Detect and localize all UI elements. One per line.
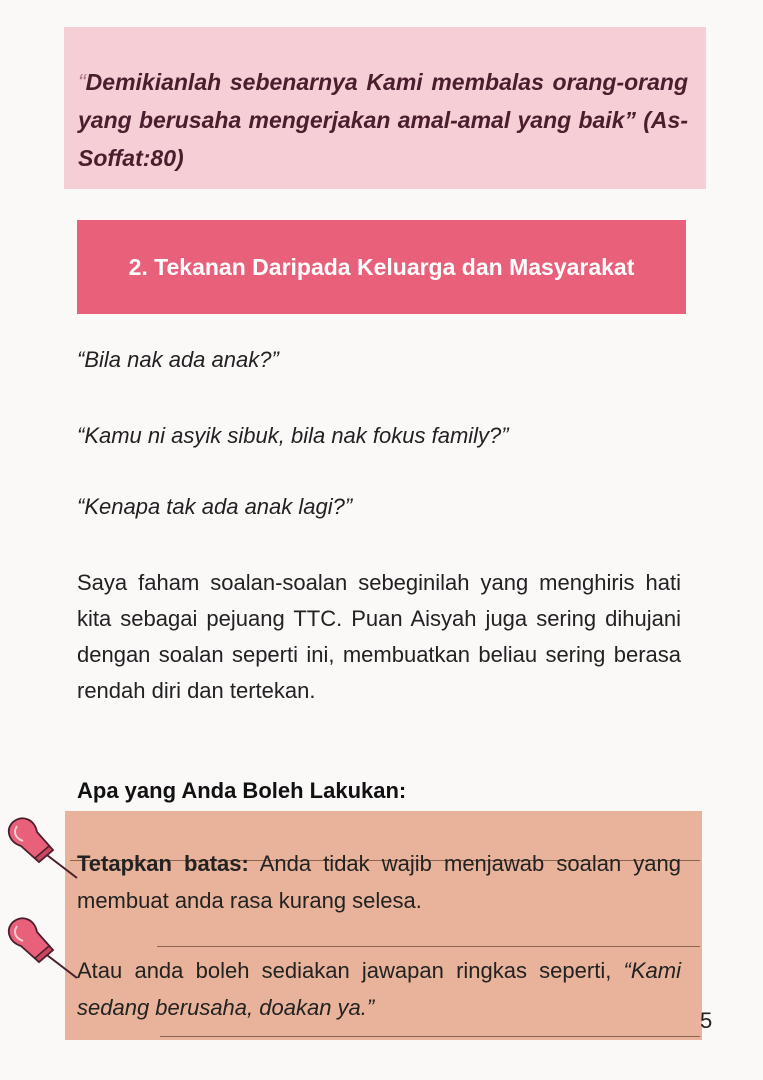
- pushpin-icon: [3, 812, 81, 880]
- tips-heading: Apa yang Anda Boleh Lakukan:: [77, 778, 407, 803]
- tip-2-text: Atau anda boleh sediakan jawapan ringkas seperti,: [77, 958, 624, 983]
- tip-rule-2: [157, 946, 700, 947]
- tip-2: [77, 952, 681, 1026]
- tip-1-text: Anda tidak wajib menjawab soalan yang membuat anda rasa kurang selesa.: [77, 851, 681, 913]
- quote-text: [78, 63, 688, 177]
- body-paragraph: Saya faham soalan-soalan sebeginilah yang menghiris hati kita sebagai pejuang TTC. Puan Aisyah juga sering dihujani dengan soalan seperti ini, membuatkan beliau sering berasa rendah diri dan tertekan.: [77, 570, 681, 703]
- section-title: 2. Tekanan Daripada Keluarga dan Masyarakat: [128, 253, 635, 280]
- section-header: [77, 220, 686, 314]
- question-1: “Bila nak ada anak?”: [77, 347, 279, 372]
- page-number: 5: [700, 1008, 713, 1033]
- tip-rule-3: [160, 1036, 700, 1037]
- quote-body: Demikianlah sebenarnya Kami membalas orang-orang yang berusaha mengerjakan amal-amal yang baik” (As-Soffat:80): [78, 69, 688, 171]
- tip-1: [77, 845, 681, 919]
- question-3: “Kenapa tak ada anak lagi?”: [77, 494, 353, 519]
- tip-1-label: Tetapkan batas:: [77, 851, 249, 876]
- quote-open-mark: “: [78, 69, 86, 95]
- pushpin-icon: [3, 912, 81, 980]
- quote-box: [64, 27, 706, 189]
- tip-2-quote: “Kami sedang berusaha, doakan ya.”: [77, 958, 681, 1020]
- question-2: “Kamu ni asyik sibuk, bila nak fokus family?”: [77, 423, 509, 448]
